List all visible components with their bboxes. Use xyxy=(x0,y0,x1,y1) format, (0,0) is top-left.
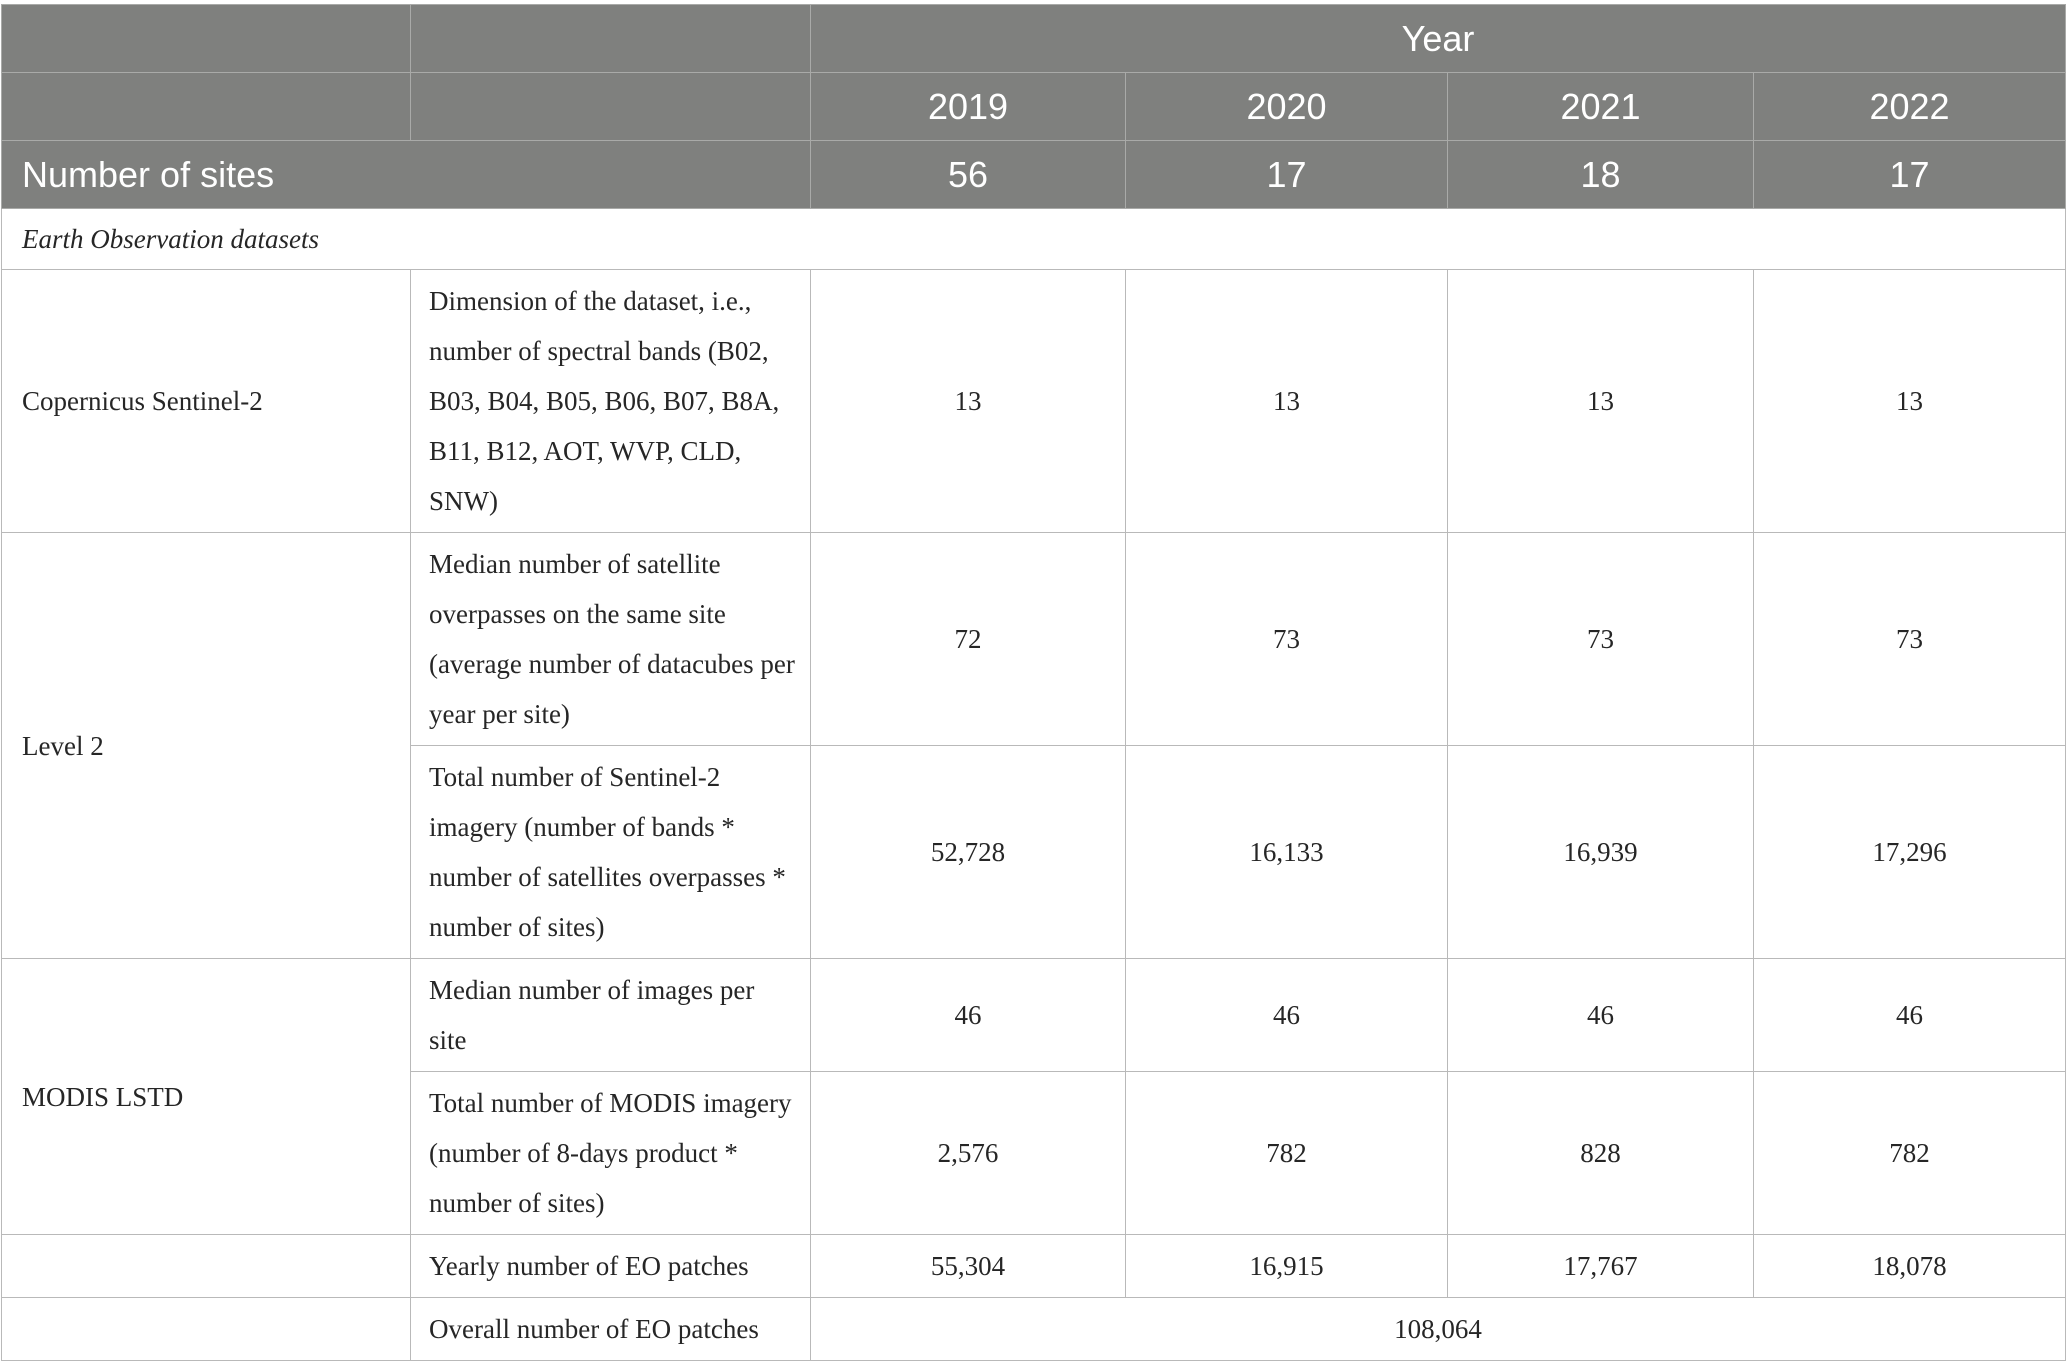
header-empty-cell xyxy=(2,5,411,73)
table-row xyxy=(2,959,2066,1072)
sites-2021: 18 xyxy=(1448,141,1754,209)
year-2019-header: 2019 xyxy=(811,73,1126,141)
table-cell: 46 xyxy=(1126,959,1448,1072)
table-cell: 782 xyxy=(1126,1072,1448,1235)
row-desc: Total number of MODIS imagery (number of 8-days product * number of sites) xyxy=(411,1072,811,1235)
table-cell: 46 xyxy=(811,959,1126,1072)
row-desc: Median number of satellite overpasses on the same site (average number of datacubes per year per site) xyxy=(411,533,811,746)
table-cell: 46 xyxy=(1754,959,2066,1072)
table-cell: 73 xyxy=(1448,533,1754,746)
header-empty-cell xyxy=(411,73,811,141)
table-cell: 52,728 xyxy=(811,746,1126,959)
header-empty-cell xyxy=(2,73,411,141)
table-cell: 16,133 xyxy=(1126,746,1448,959)
table-row xyxy=(2,1235,2066,1298)
table-cell: 73 xyxy=(1754,533,2066,746)
header-row-sites xyxy=(2,141,2066,209)
table-row xyxy=(2,1298,2066,1361)
table-row xyxy=(2,533,2066,746)
table-cell: 13 xyxy=(811,270,1126,533)
table-cell: 17,767 xyxy=(1448,1235,1754,1298)
year-2021-header: 2021 xyxy=(1448,73,1754,141)
table-row xyxy=(2,270,2066,533)
year-header: Year xyxy=(811,5,2066,73)
section-label: Earth Observation datasets xyxy=(2,209,2066,270)
table-cell: 13 xyxy=(1754,270,2066,533)
header-empty-cell xyxy=(411,5,811,73)
table-header xyxy=(2,5,2066,209)
table-cell: 2,576 xyxy=(811,1072,1126,1235)
table-cell: 13 xyxy=(1126,270,1448,533)
sites-label: Number of sites xyxy=(2,141,811,209)
table-body xyxy=(2,209,2066,1361)
year-2022-header: 2022 xyxy=(1754,73,2066,141)
row-desc: Yearly number of EO patches xyxy=(411,1235,811,1298)
row-label-sentinel: Copernicus Sentinel-2 xyxy=(2,270,411,533)
row-desc: Overall number of EO patches xyxy=(411,1298,811,1361)
table-cell: 16,939 xyxy=(1448,746,1754,959)
header-row-years xyxy=(2,73,2066,141)
row-desc: Total number of Sentinel-2 imagery (number of bands * number of satellites overpasses * number of sites) xyxy=(411,746,811,959)
row-desc: Median number of images per site xyxy=(411,959,811,1072)
table-cell: 72 xyxy=(811,533,1126,746)
table-cell: 828 xyxy=(1448,1072,1754,1235)
sites-2022: 17 xyxy=(1754,141,2066,209)
section-row xyxy=(2,209,2066,270)
year-2020-header: 2020 xyxy=(1126,73,1448,141)
eo-dataset-table xyxy=(1,4,2066,1361)
row-label-modis: MODIS LSTD xyxy=(2,959,411,1235)
row-label-empty xyxy=(2,1298,411,1361)
table-cell: 73 xyxy=(1126,533,1448,746)
header-row-year xyxy=(2,5,2066,73)
sites-2020: 17 xyxy=(1126,141,1448,209)
table-cell: 46 xyxy=(1448,959,1754,1072)
sites-2019: 56 xyxy=(811,141,1126,209)
table-cell: 16,915 xyxy=(1126,1235,1448,1298)
table-cell: 55,304 xyxy=(811,1235,1126,1298)
table-cell: 18,078 xyxy=(1754,1235,2066,1298)
table-cell: 782 xyxy=(1754,1072,2066,1235)
table-cell: 17,296 xyxy=(1754,746,2066,959)
table-cell: 13 xyxy=(1448,270,1754,533)
row-label-empty xyxy=(2,1235,411,1298)
overall-total-cell: 108,064 xyxy=(811,1298,2066,1361)
row-label-level2: Level 2 xyxy=(2,533,411,959)
row-desc: Dimension of the dataset, i.e., number of spectral bands (B02, B03, B04, B05, B06, B07, B8A, B11, B12, AOT, WVP, CLD, SNW) xyxy=(411,270,811,533)
